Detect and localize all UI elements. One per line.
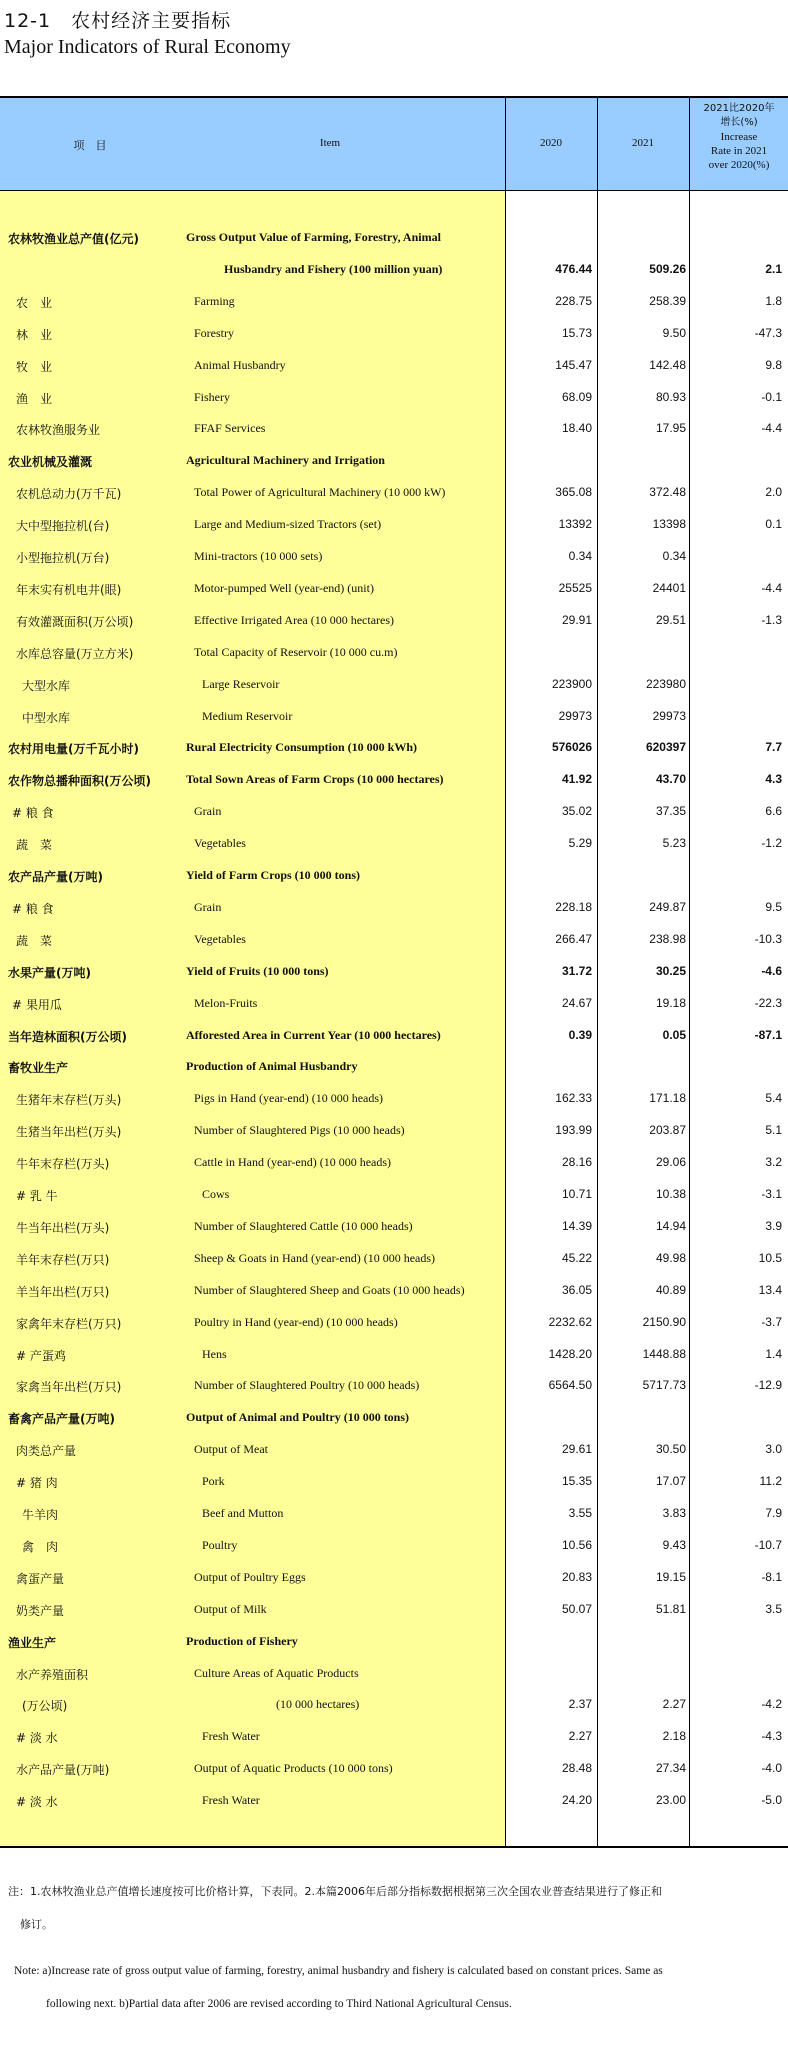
increase-rate: 9.5 — [765, 899, 782, 914]
row-label-cn: 家禽年末存栏(万只) — [16, 1316, 122, 1331]
increase-rate: 13.4 — [758, 1282, 782, 1297]
row-label-en: Large Reservoir — [202, 676, 280, 691]
header-rate-line2: 增长(%) — [720, 117, 758, 128]
row-label-cn: 牧 业 — [16, 359, 53, 374]
row-label-en: Beef and Mutton — [202, 1506, 284, 1520]
value-2020: 28.48 — [561, 1761, 592, 1776]
value-2020: 2232.62 — [548, 1314, 592, 1329]
value-2020: 6564.50 — [548, 1378, 592, 1393]
row-label-cn: 畜禽产品产量(万吨) — [8, 1412, 115, 1427]
table-row — [0, 445, 788, 477]
header-rate-line4: Rate in 2021 — [710, 145, 768, 157]
value-2021: 171.18 — [649, 1091, 686, 1106]
table-row — [0, 796, 788, 828]
value-2021: 29.06 — [655, 1155, 686, 1170]
value-2021: 17.07 — [655, 1474, 686, 1489]
row-label-cn: 年末实有机电井(眼) — [16, 582, 122, 597]
value-2021: 0.05 — [662, 1027, 686, 1042]
table-row — [0, 1179, 788, 1211]
value-2020: 31.72 — [561, 963, 592, 978]
row-label-en: Mini-tractors (10 000 sets) — [194, 549, 323, 563]
row-label-cn: 林 业 — [16, 327, 53, 342]
row-label-en: Pork — [202, 1474, 225, 1489]
value-2020: 3.55 — [568, 1506, 592, 1520]
table-row — [0, 1339, 788, 1371]
table-row — [0, 605, 788, 637]
table-row — [0, 509, 788, 541]
value-2021: 29973 — [652, 708, 686, 723]
value-2020: 10.71 — [561, 1187, 592, 1201]
table-row — [0, 1434, 788, 1466]
row-label-en: Effective Irrigated Area (10 000 hectares) — [194, 612, 395, 627]
row-label-cn: 农村用电量(万千瓦小时) — [8, 742, 139, 757]
table-row — [0, 1370, 788, 1402]
value-2021: 51.81 — [655, 1601, 686, 1616]
increase-rate: -4.4 — [761, 580, 782, 595]
increase-rate: -10.7 — [754, 1537, 782, 1552]
table-row — [0, 1275, 788, 1307]
value-2020: 266.47 — [555, 931, 592, 946]
increase-rate: 3.2 — [765, 1155, 782, 1170]
row-label-cn: 农林牧渔业总产值(亿元) — [8, 232, 139, 246]
row-label-en: Total Sown Areas of Farm Crops (10 000 hectares) — [186, 772, 444, 787]
table-row — [0, 1498, 788, 1530]
value-2021: 24401 — [652, 580, 686, 595]
row-label-en: Pigs in Hand (year-end) (10 000 heads) — [194, 1091, 384, 1106]
row-label-en: Medium Reservoir — [202, 708, 293, 723]
value-2021: 0.34 — [662, 549, 686, 563]
row-label-en: Melon-Fruits — [194, 995, 258, 1010]
value-2020: 28.16 — [561, 1155, 592, 1170]
row-label-cn: 中型水库 — [22, 710, 71, 725]
row-label-cn: 农 业 — [16, 295, 53, 310]
increase-rate: -1.3 — [761, 612, 782, 627]
value-2020: 576026 — [551, 740, 592, 755]
row-label-en: Output of Meat — [194, 1442, 268, 1457]
table-row — [0, 286, 788, 318]
value-2021: 1448.88 — [642, 1346, 686, 1361]
row-label-cn: # 淡 水 — [16, 1795, 58, 1810]
header-item-cn: 项 目 — [73, 139, 107, 152]
table-row — [0, 988, 788, 1020]
value-2020: 24.20 — [561, 1793, 592, 1808]
value-2020: 5.29 — [568, 836, 592, 851]
table-row — [0, 701, 788, 733]
table-row — [0, 1243, 788, 1275]
table-row — [0, 637, 788, 669]
row-label-cn: # 淡 水 — [16, 1731, 58, 1746]
value-2021: 372.48 — [649, 485, 686, 500]
value-2021: 40.89 — [655, 1282, 686, 1297]
value-2020: 365.08 — [555, 485, 592, 500]
row-label-en: Production of Fishery — [186, 1633, 298, 1648]
value-2021: 30.25 — [655, 963, 686, 978]
value-2020: 41.92 — [561, 772, 592, 787]
increase-rate: -10.3 — [754, 931, 782, 946]
table-row — [0, 732, 788, 764]
increase-rate: 5.1 — [765, 1123, 782, 1138]
value-2020: 2.27 — [568, 1729, 592, 1744]
value-2021: 17.95 — [655, 421, 686, 436]
table-row — [0, 892, 788, 924]
page-title-en: Major Indicators of Rural Economy — [4, 36, 291, 58]
row-label-cn: 渔业生产 — [8, 1635, 57, 1650]
row-label-cn: 奶类产量 — [16, 1603, 65, 1618]
row-label-en: Animal Husbandry — [194, 357, 286, 372]
value-2020: 223900 — [551, 676, 592, 691]
row-label-cn: 禽蛋产量 — [16, 1571, 65, 1586]
row-label-cn: # 粮 食 — [12, 901, 54, 916]
table-row — [0, 1307, 788, 1339]
value-2021: 27.34 — [655, 1761, 686, 1776]
value-2020: 476.44 — [555, 261, 592, 276]
row-label-cn: # 乳 牛 — [16, 1189, 58, 1203]
table-row — [0, 1466, 788, 1498]
row-label-en: Sheep & Goats in Hand (year-end) (10 000 heads) — [194, 1250, 436, 1265]
table-row — [0, 573, 788, 605]
value-2020: 68.09 — [561, 389, 592, 404]
value-2020: 15.73 — [561, 325, 592, 340]
table-row — [0, 1051, 788, 1083]
value-2021: 23.00 — [655, 1793, 686, 1808]
value-2020: 193.99 — [555, 1123, 592, 1138]
row-label-cn: 生猪年末存栏(万头) — [16, 1093, 122, 1108]
value-2021: 30.50 — [655, 1442, 686, 1457]
increase-rate: -3.1 — [761, 1187, 782, 1201]
row-label-en: Output of Poultry Eggs — [194, 1569, 306, 1584]
row-label-en: Grain — [194, 804, 222, 819]
row-label-en: (10 000 hectares) — [276, 1697, 360, 1712]
row-label-en: Output of Aquatic Products (10 000 tons) — [194, 1761, 393, 1776]
value-2021: 509.26 — [649, 261, 686, 276]
row-label-en: FFAF Services — [194, 421, 266, 436]
table-row — [0, 318, 788, 350]
row-label-en: Production of Animal Husbandry — [186, 1059, 358, 1074]
increase-rate: 7.9 — [765, 1506, 782, 1520]
value-2021: 3.83 — [662, 1506, 686, 1520]
row-label-cn: 蔬 菜 — [16, 933, 53, 948]
table-row — [0, 924, 788, 956]
row-label-en: Husbandry and Fishery (100 million yuan) — [224, 261, 443, 276]
value-2020: 0.34 — [568, 549, 592, 563]
value-2021: 80.93 — [655, 389, 686, 404]
row-label-en: Forestry — [194, 325, 234, 340]
value-2021: 249.87 — [649, 899, 686, 914]
row-label-cn: 家禽当年出栏(万只) — [16, 1380, 122, 1395]
table-row — [0, 1147, 788, 1179]
row-label-en: Number of Slaughtered Pigs (10 000 heads) — [194, 1123, 405, 1138]
increase-rate: 1.4 — [765, 1346, 782, 1361]
row-label-en: Fresh Water — [202, 1729, 260, 1744]
table-row — [0, 477, 788, 509]
table-row — [0, 1753, 788, 1785]
increase-rate: -47.3 — [754, 325, 782, 340]
row-label-en: Vegetables — [194, 836, 246, 851]
table-row — [0, 1721, 788, 1753]
table-row — [0, 254, 788, 286]
value-2020: 0.39 — [568, 1027, 592, 1042]
value-2021: 2.18 — [662, 1729, 686, 1744]
table-row — [0, 1658, 788, 1690]
increase-rate: 9.8 — [765, 357, 782, 372]
header-year-2020: 2020 — [540, 137, 562, 149]
value-2021: 9.43 — [662, 1537, 686, 1552]
value-2020: 29.91 — [561, 612, 592, 627]
value-2020: 18.40 — [561, 421, 592, 436]
value-2020: 15.35 — [561, 1474, 592, 1489]
row-label-en: Vegetables — [194, 931, 246, 946]
value-2020: 162.33 — [555, 1091, 592, 1106]
row-label-cn: # 粮 食 — [12, 806, 54, 821]
header-rate-line5: over 2020(%) — [708, 159, 770, 171]
row-label-en: Yield of Farm Crops (10 000 tons) — [186, 868, 360, 882]
row-label-cn: 水库总容量(万立方米) — [16, 646, 134, 661]
row-label-cn: 禽 肉 — [22, 1539, 59, 1554]
table-header — [0, 98, 788, 191]
row-label-en: Number of Slaughtered Poultry (10 000 heads) — [194, 1378, 420, 1393]
value-2020: 14.39 — [561, 1218, 592, 1233]
table-row — [0, 1211, 788, 1243]
header-rate — [690, 102, 788, 172]
value-2020: 145.47 — [555, 357, 592, 372]
row-label-en: Hens — [202, 1346, 227, 1361]
table-row — [0, 222, 788, 254]
row-label-en: Grain — [194, 899, 222, 914]
increase-rate: 11.2 — [759, 1474, 782, 1489]
row-label-cn: # 果用瓜 — [12, 997, 62, 1012]
row-label-cn: 农产品产量(万吨) — [8, 870, 103, 884]
page-title-cn: 12-1 农村经济主要指标 — [4, 10, 232, 32]
row-label-en: Yield of Fruits (10 000 tons) — [186, 963, 329, 978]
table-row — [0, 669, 788, 701]
table-row — [0, 1689, 788, 1721]
table-row — [0, 1562, 788, 1594]
row-label-en: Afforested Area in Current Year (10 000 hectares) — [186, 1027, 441, 1042]
header-rate-line1: 2021比2020年 — [703, 103, 775, 114]
table-row — [0, 1530, 788, 1562]
table-row — [0, 860, 788, 892]
increase-rate: -1.2 — [761, 836, 782, 851]
value-2021: 9.50 — [662, 325, 686, 340]
header-item-en: Item — [319, 137, 341, 149]
value-2021: 5717.73 — [642, 1378, 686, 1393]
row-label-cn: # 猪 肉 — [16, 1476, 58, 1491]
value-2020: 13392 — [558, 517, 592, 532]
row-label-cn: 农业机械及灌溉 — [8, 455, 93, 470]
increase-rate: 3.0 — [765, 1442, 782, 1457]
row-label-cn: (万公顷) — [22, 1699, 68, 1714]
row-label-cn: 肉类总产量 — [16, 1444, 77, 1459]
increase-rate: 2.0 — [765, 485, 782, 500]
table-row — [0, 350, 788, 382]
row-label-cn: 水产养殖面积 — [16, 1667, 89, 1682]
value-2020: 36.05 — [561, 1282, 592, 1297]
row-label-en: Cows — [202, 1187, 230, 1201]
table-row — [0, 541, 788, 573]
increase-rate: -4.0 — [761, 1761, 782, 1776]
row-label-cn: 水果产量(万吨) — [8, 965, 91, 980]
table-row — [0, 828, 788, 860]
increase-rate: 7.7 — [765, 740, 782, 755]
note-cn-line2: 修订。 — [20, 1918, 53, 1931]
row-label-en: Cattle in Hand (year-end) (10 000 heads) — [194, 1155, 392, 1170]
header-rate-line3: Increase — [720, 131, 758, 143]
increase-rate: -4.6 — [761, 963, 782, 978]
increase-rate: -4.4 — [761, 421, 782, 436]
row-label-cn: 有效灌溉面积(万公顷) — [16, 614, 134, 629]
row-label-cn: 农林牧渔服务业 — [16, 423, 101, 438]
row-label-en: Rural Electricity Consumption (10 000 kWh) — [186, 740, 417, 755]
value-2021: 19.18 — [655, 995, 686, 1010]
row-label-cn: 小型拖拉机(万台) — [16, 551, 110, 565]
increase-rate: -87.1 — [754, 1027, 782, 1042]
increase-rate: -4.2 — [761, 1697, 782, 1712]
table-row — [0, 956, 788, 988]
increase-rate: 10.5 — [758, 1250, 782, 1265]
value-2021: 37.35 — [655, 804, 686, 819]
value-2020: 228.18 — [555, 899, 592, 914]
value-2020: 1428.20 — [548, 1346, 592, 1361]
increase-rate: 0.1 — [765, 517, 782, 532]
value-2021: 49.98 — [655, 1250, 686, 1265]
row-label-en: Gross Output Value of Farming, Forestry, Animal — [186, 230, 441, 244]
value-2021: 19.15 — [655, 1569, 686, 1584]
increase-rate: -12.9 — [754, 1378, 782, 1393]
increase-rate: -5.0 — [761, 1793, 782, 1808]
increase-rate: -3.7 — [761, 1314, 782, 1329]
row-label-en: Agricultural Machinery and Irrigation — [186, 453, 385, 468]
table-row — [0, 413, 788, 445]
row-label-cn: 大型水库 — [22, 678, 71, 693]
increase-rate: 5.4 — [765, 1091, 782, 1106]
value-2020: 29973 — [558, 708, 592, 723]
value-2020: 25525 — [558, 580, 592, 595]
value-2020: 29.61 — [561, 1442, 592, 1457]
increase-rate: 2.1 — [765, 261, 782, 276]
table-row — [0, 382, 788, 414]
value-2020: 20.83 — [561, 1569, 592, 1584]
row-label-cn: 牛当年出栏(万头) — [16, 1220, 110, 1235]
row-label-en: Culture Areas of Aquatic Products — [194, 1665, 359, 1680]
row-label-en: Poultry — [202, 1537, 238, 1552]
note-en-line1: Note: a)Increase rate of gross output value of farming, forestry, animal husbandry and fishery is calculated based on constant prices. Same as — [14, 1965, 663, 1977]
value-2021: 29.51 — [655, 612, 686, 627]
table-row — [0, 1020, 788, 1052]
row-label-en: Output of Animal and Poultry (10 000 tons) — [186, 1410, 410, 1425]
value-2020: 228.75 — [555, 293, 592, 308]
row-label-cn: # 产蛋鸡 — [16, 1348, 66, 1363]
row-label-en: Large and Medium-sized Tractors (set) — [194, 517, 382, 532]
value-2021: 142.48 — [649, 357, 686, 372]
row-label-cn: 生猪当年出栏(万头) — [16, 1125, 122, 1140]
row-label-en: Total Capacity of Reservoir (10 000 cu.m) — [194, 644, 398, 659]
row-label-en: Number of Slaughtered Sheep and Goats (10 000 heads) — [194, 1282, 465, 1297]
row-label-en: Poultry in Hand (year-end) (10 000 heads) — [194, 1314, 398, 1329]
increase-rate: 3.5 — [765, 1601, 782, 1616]
increase-rate: 4.3 — [765, 772, 782, 787]
value-2021: 238.98 — [649, 931, 686, 946]
value-2021: 14.94 — [655, 1218, 686, 1233]
row-label-en: Fresh Water — [202, 1793, 260, 1808]
row-label-cn: 蔬 菜 — [16, 838, 53, 853]
table-bottom-rule — [0, 1846, 788, 1848]
increase-rate: -8.1 — [761, 1569, 782, 1584]
row-label-cn: 畜牧业生产 — [8, 1061, 69, 1076]
table-row — [0, 1594, 788, 1626]
value-2020: 24.67 — [561, 995, 592, 1010]
increase-rate: 6.6 — [765, 804, 782, 819]
note-cn-line1: 注：1.农林牧渔业总产值增长速度按可比价格计算，下表同。2.本篇2006年后部分指标数据根据第三次全国农业普查结果进行了修正和 — [8, 1885, 662, 1898]
value-2021: 5.23 — [662, 836, 686, 851]
value-2020: 45.22 — [561, 1250, 592, 1265]
note-en-line2: following next. b)Partial data after 2006 are revised according to Third National Agricultural Census. — [46, 1998, 512, 2010]
value-2020: 50.07 — [561, 1601, 592, 1616]
table-row — [0, 764, 788, 796]
row-label-cn: 大中型拖拉机(台) — [16, 519, 110, 534]
value-2021: 10.38 — [655, 1187, 686, 1201]
value-2020: 2.37 — [568, 1697, 592, 1712]
table-row — [0, 1402, 788, 1434]
increase-rate: -22.3 — [754, 995, 782, 1010]
increase-rate: 3.9 — [765, 1218, 782, 1233]
increase-rate: -4.3 — [761, 1729, 782, 1744]
row-label-cn: 羊当年出栏(万只) — [16, 1284, 110, 1299]
row-label-en: Output of Milk — [194, 1601, 267, 1616]
value-2021: 223980 — [645, 676, 686, 691]
value-2021: 620397 — [645, 740, 686, 755]
value-2021: 13398 — [652, 517, 686, 532]
row-label-cn: 牛羊肉 — [22, 1508, 59, 1522]
table-row — [0, 1083, 788, 1115]
value-2020: 10.56 — [561, 1537, 592, 1552]
value-2021: 2150.90 — [642, 1314, 686, 1329]
increase-rate: -0.1 — [761, 389, 782, 404]
row-label-en: Fishery — [194, 389, 230, 404]
row-label-cn: 牛年末存栏(万头) — [16, 1157, 110, 1172]
row-label-cn: 渔 业 — [16, 391, 53, 406]
table-row — [0, 1785, 788, 1817]
increase-rate: 1.8 — [765, 293, 782, 308]
value-2021: 258.39 — [649, 293, 686, 308]
row-label-en: Motor-pumped Well (year-end) (unit) — [194, 580, 374, 595]
row-label-en: Farming — [194, 293, 235, 308]
row-label-cn: 当年造林面积(万公顷) — [8, 1029, 127, 1044]
table-row — [0, 1115, 788, 1147]
row-label-en: Number of Slaughtered Cattle (10 000 heads) — [194, 1218, 413, 1233]
header-year-2021: 2021 — [632, 137, 654, 149]
value-2021: 203.87 — [649, 1123, 686, 1138]
row-label-cn: 水产品产量(万吨) — [16, 1763, 110, 1778]
row-label-cn: 羊年末存栏(万只) — [16, 1252, 110, 1267]
row-label-en: Total Power of Agricultural Machinery (10 000 kW) — [194, 485, 446, 500]
row-label-cn: 农作物总播种面积(万公顷) — [8, 774, 151, 789]
row-label-cn: 农机总动力(万千瓦) — [16, 487, 122, 502]
value-2020: 35.02 — [561, 804, 592, 819]
value-2021: 43.70 — [655, 772, 686, 787]
value-2021: 2.27 — [662, 1697, 686, 1712]
table-row — [0, 1626, 788, 1658]
